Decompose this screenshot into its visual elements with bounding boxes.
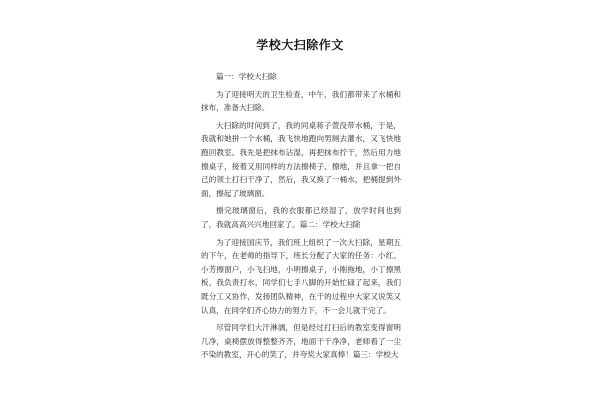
paragraph: 尽管同学们大汗淋漓，但是经过打扫后的教室变得窗明几净，桌椅摆放得整整齐齐，地面干干净净，老师看了一尘不染的教室，开心的笑了，并夸奖大家真棒！篇三：学校大 (201, 323, 401, 360)
document-title: 学校大扫除作文 (256, 38, 344, 52)
paragraph: 擦完玻璃窗后，我的衣服都已经湿了，放学时间也到了，我就高高兴兴地回家了。篇二：学校大扫除 (201, 206, 401, 229)
paragraph: 篇一：学校大扫除 (216, 72, 277, 81)
paragraph: 为了迎接国庆节，我们班上组织了一次大扫除，星期五的下午，在老师的指导下，班长分配了大家的任务：小红、小芳擦窗户，小飞扫地，小明擦桌子，小刚拖地，小丁擦黑板，我负责打水，同学们七手八脚的开始忙碌了起来，我们既分工又协作，发扬团队精神，在干的过程中大家又说笑又认真，在同学们齐心协力的努力下，不一会儿就干完了。 (201, 237, 401, 315)
paragraph: 大扫除的时间到了，我的同桌蒋子萱没带水桶，于是，我就和她拼一个水桶，我飞快地跑向男厕去灌水，又飞快地跑回教室。我先是把抹布沾湿，再把抹布拧干，然后用力地擦桌子，接着又用同样的方法擦椅子、擦地，并且拿一把自己的领土打扫干净了，然后，我又换了一桶水，把桶提到外面，擦起了玻璃窗。 (201, 120, 401, 198)
paragraph: 为了迎接明天的卫生检查，中午，我们都带来了水桶和抹布，准备大扫除。 (201, 89, 401, 113)
document-body (201, 70, 401, 366)
